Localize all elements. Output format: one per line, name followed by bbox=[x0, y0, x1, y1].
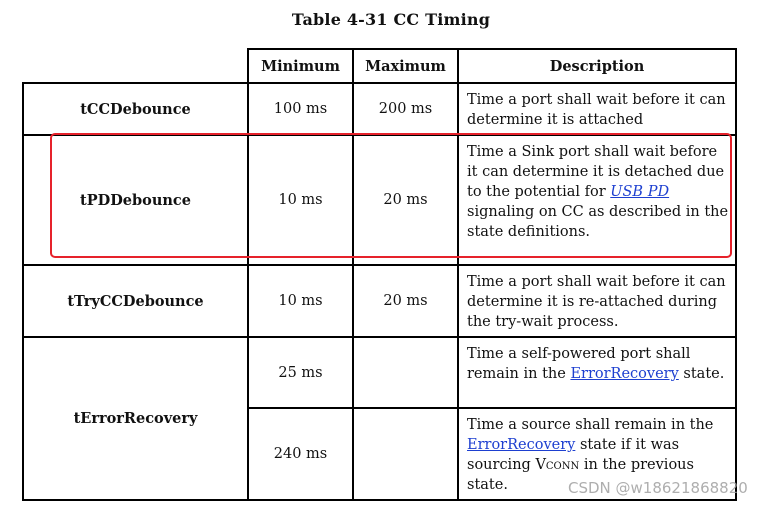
min-cell: 10 ms bbox=[248, 265, 353, 337]
error-recovery-link[interactable]: ErrorRecovery bbox=[570, 366, 679, 382]
param-cell: tPDDebounce bbox=[23, 135, 248, 265]
error-recovery-link[interactable]: ErrorRecovery bbox=[467, 437, 576, 453]
max-cell bbox=[353, 337, 458, 408]
usb-pd-link[interactable]: USB PD bbox=[610, 184, 670, 200]
max-cell: 200 ms bbox=[353, 83, 458, 135]
header-minimum: Minimum bbox=[248, 49, 353, 83]
header-blank-cell bbox=[23, 49, 248, 83]
cc-timing-table bbox=[22, 48, 737, 501]
desc-text: signaling on CC as described in the state definitions. bbox=[467, 204, 729, 240]
min-cell: 25 ms bbox=[248, 337, 353, 408]
desc-text: state if it was sourcing bbox=[467, 437, 680, 473]
param-cell: tCCDebounce bbox=[23, 83, 248, 135]
desc-cell: Time a port shall wait before it can determine it is re-attached during the try-wait process. bbox=[458, 265, 736, 337]
desc-cell bbox=[458, 135, 736, 265]
desc-text: Time a self-powered port shall remain in the bbox=[467, 346, 691, 382]
param-cell: tTryCCDebounce bbox=[23, 265, 248, 337]
max-cell bbox=[353, 408, 458, 500]
desc-text: Time a Sink port shall wait before it can determine it is detached due to the potential for bbox=[467, 144, 725, 200]
min-cell: 10 ms bbox=[248, 135, 353, 265]
desc-text: in the previous state. bbox=[467, 457, 694, 493]
table-title: Table 4-31 CC Timing bbox=[291, 10, 491, 29]
table-row bbox=[23, 265, 736, 337]
table-row bbox=[23, 83, 736, 135]
min-cell: 100 ms bbox=[248, 83, 353, 135]
desc-cell bbox=[458, 337, 736, 408]
header-description: Description bbox=[458, 49, 736, 83]
desc-text: Time a source shall remain in the bbox=[467, 417, 714, 433]
vconn-term: Vconn bbox=[535, 457, 580, 473]
desc-cell: Time a port shall wait before it can determine it is attached bbox=[458, 83, 736, 135]
watermark: CSDN @w18621868820 bbox=[568, 479, 748, 497]
max-cell: 20 ms bbox=[353, 135, 458, 265]
desc-text: state. bbox=[678, 366, 725, 382]
min-cell: 240 ms bbox=[248, 408, 353, 500]
table-row bbox=[23, 135, 736, 265]
max-cell: 20 ms bbox=[353, 265, 458, 337]
header-row bbox=[23, 49, 736, 83]
table-row bbox=[23, 337, 736, 408]
header-maximum: Maximum bbox=[353, 49, 458, 83]
param-cell: tErrorRecovery bbox=[23, 337, 248, 500]
